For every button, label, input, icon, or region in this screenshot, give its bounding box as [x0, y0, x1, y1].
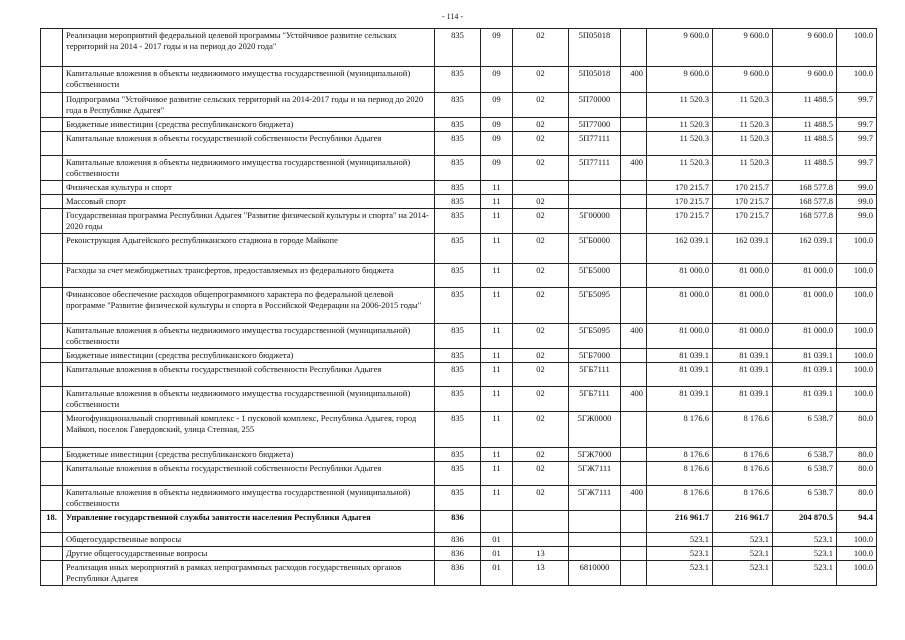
row-subsection-code: 02 [513, 234, 569, 264]
row-percent: 100.0 [837, 324, 877, 349]
row-refined-amount: 11 520.3 [713, 132, 773, 156]
row-name: Капитальные вложения в объекты недвижимого имущества государственной (муниципальной) собственности [63, 324, 435, 349]
row-plan-amount: 81 039.1 [647, 387, 713, 412]
row-executed-amount: 6 538.7 [773, 486, 837, 511]
table-row [41, 412, 877, 448]
row-name: Капитальные вложения в объекты недвижимого имущества государственной (муниципальной) собственности [63, 387, 435, 412]
row-ministry-code: 836 [435, 547, 481, 561]
table-row [41, 181, 877, 195]
row-percent: 100.0 [837, 67, 877, 93]
row-percent: 94.4 [837, 511, 877, 533]
row-name: Другие общегосударственные вопросы [63, 547, 435, 561]
row-percent: 99.0 [837, 195, 877, 209]
row-target-code: 5П77000 [569, 118, 621, 132]
row-subsection-code: 02 [513, 462, 569, 486]
row-expense-type: 400 [621, 387, 647, 412]
table-row [41, 349, 877, 363]
table-row [41, 67, 877, 93]
row-name: Реализация иных мероприятий в рамках непрограммных расходов государственных органов Республики Адыгея [63, 561, 435, 586]
row-executed-amount: 162 039.1 [773, 234, 837, 264]
row-name: Физическая культура и спорт [63, 181, 435, 195]
row-percent: 100.0 [837, 547, 877, 561]
row-expense-type [621, 195, 647, 209]
row-refined-amount: 8 176.6 [713, 448, 773, 462]
row-section-code: 11 [481, 264, 513, 288]
row-number [41, 324, 63, 349]
row-ministry-code: 835 [435, 324, 481, 349]
row-section-code: 09 [481, 67, 513, 93]
row-executed-amount: 81 000.0 [773, 264, 837, 288]
row-ministry-code: 835 [435, 387, 481, 412]
row-refined-amount: 170 215.7 [713, 181, 773, 195]
row-expense-type [621, 561, 647, 586]
row-expense-type [621, 118, 647, 132]
row-number [41, 363, 63, 387]
row-executed-amount: 523.1 [773, 547, 837, 561]
row-section-code: 11 [481, 195, 513, 209]
row-percent: 80.0 [837, 412, 877, 448]
row-ministry-code: 836 [435, 533, 481, 547]
row-subsection-code: 13 [513, 561, 569, 586]
row-refined-amount: 11 520.3 [713, 118, 773, 132]
row-plan-amount: 9 600.0 [647, 29, 713, 67]
row-plan-amount: 523.1 [647, 561, 713, 586]
row-number [41, 156, 63, 181]
row-subsection-code: 02 [513, 118, 569, 132]
row-percent: 100.0 [837, 561, 877, 586]
row-number [41, 234, 63, 264]
row-percent: 100.0 [837, 387, 877, 412]
row-ministry-code: 836 [435, 511, 481, 533]
row-name: Общегосударственные вопросы [63, 533, 435, 547]
page-number: - 114 - [441, 12, 464, 21]
row-subsection-code: 02 [513, 324, 569, 349]
row-percent: 100.0 [837, 349, 877, 363]
row-refined-amount: 162 039.1 [713, 234, 773, 264]
row-ministry-code: 835 [435, 412, 481, 448]
row-target-code: 6810000 [569, 561, 621, 586]
row-section-code: 11 [481, 209, 513, 234]
row-target-code: 5ГБ5095 [569, 288, 621, 324]
row-plan-amount: 170 215.7 [647, 209, 713, 234]
row-number [41, 547, 63, 561]
table-row [41, 93, 877, 118]
table-row [41, 486, 877, 511]
row-target-code [569, 181, 621, 195]
row-ministry-code: 835 [435, 264, 481, 288]
row-refined-amount: 81 039.1 [713, 349, 773, 363]
row-plan-amount: 81 039.1 [647, 349, 713, 363]
row-number [41, 264, 63, 288]
row-name: Государственная программа Республики Адыгея "Развитие физической культуры и спорта" на 2014-2020 годы [63, 209, 435, 234]
table-row [41, 234, 877, 264]
row-number [41, 209, 63, 234]
row-plan-amount: 9 600.0 [647, 67, 713, 93]
table-row [41, 132, 877, 156]
row-section-code: 11 [481, 486, 513, 511]
row-executed-amount: 9 600.0 [773, 67, 837, 93]
table-row [41, 561, 877, 586]
row-subsection-code [513, 511, 569, 533]
row-section-code: 09 [481, 29, 513, 67]
row-expense-type [621, 264, 647, 288]
row-target-code [569, 511, 621, 533]
row-target-code: 5ГБ5095 [569, 324, 621, 349]
row-ministry-code: 835 [435, 118, 481, 132]
row-subsection-code [513, 533, 569, 547]
row-refined-amount: 8 176.6 [713, 462, 773, 486]
row-expense-type [621, 181, 647, 195]
row-target-code [569, 195, 621, 209]
row-percent: 99.0 [837, 209, 877, 234]
row-section-code: 11 [481, 412, 513, 448]
table-row [41, 462, 877, 486]
row-target-code: 5ГБ7111 [569, 387, 621, 412]
row-refined-amount: 81 000.0 [713, 264, 773, 288]
row-executed-amount: 11 488.5 [773, 132, 837, 156]
row-section-code: 11 [481, 363, 513, 387]
row-refined-amount: 216 961.7 [713, 511, 773, 533]
row-number: 18. [41, 511, 63, 533]
row-ministry-code: 835 [435, 29, 481, 67]
row-plan-amount: 523.1 [647, 547, 713, 561]
row-refined-amount: 81 000.0 [713, 324, 773, 349]
row-expense-type [621, 448, 647, 462]
row-percent: 80.0 [837, 462, 877, 486]
row-executed-amount: 11 488.5 [773, 156, 837, 181]
table-row [41, 264, 877, 288]
row-section-code: 09 [481, 93, 513, 118]
row-number [41, 181, 63, 195]
row-name: Капитальные вложения в объекты недвижимого имущества государственной (муниципальной) собственности [63, 486, 435, 511]
row-ministry-code: 835 [435, 67, 481, 93]
row-subsection-code: 02 [513, 363, 569, 387]
row-percent: 100.0 [837, 264, 877, 288]
row-number [41, 533, 63, 547]
row-section-code [481, 511, 513, 533]
row-section-code: 01 [481, 547, 513, 561]
row-section-code: 11 [481, 288, 513, 324]
row-number [41, 387, 63, 412]
row-subsection-code: 02 [513, 93, 569, 118]
row-refined-amount: 81 039.1 [713, 363, 773, 387]
row-name: Управление государственной службы занятости населения Республики Адыгея [63, 511, 435, 533]
row-subsection-code: 02 [513, 448, 569, 462]
row-plan-amount: 162 039.1 [647, 234, 713, 264]
row-section-code: 11 [481, 448, 513, 462]
row-ministry-code: 835 [435, 486, 481, 511]
row-plan-amount: 11 520.3 [647, 132, 713, 156]
row-percent: 80.0 [837, 448, 877, 462]
row-target-code: 5П70000 [569, 93, 621, 118]
row-executed-amount: 168 577.8 [773, 195, 837, 209]
row-percent: 80.0 [837, 486, 877, 511]
row-name: Капитальные вложения в объекты государственной собственности Республики Адыгея [63, 462, 435, 486]
table-row [41, 324, 877, 349]
row-refined-amount: 523.1 [713, 561, 773, 586]
row-plan-amount: 523.1 [647, 533, 713, 547]
row-percent: 100.0 [837, 234, 877, 264]
row-target-code: 5ГБ5000 [569, 264, 621, 288]
row-executed-amount: 81 000.0 [773, 324, 837, 349]
row-executed-amount: 81 000.0 [773, 288, 837, 324]
row-plan-amount: 8 176.6 [647, 412, 713, 448]
row-number [41, 195, 63, 209]
row-executed-amount: 168 577.8 [773, 209, 837, 234]
row-subsection-code: 02 [513, 349, 569, 363]
row-name: Бюджетные инвестиции (средства республиканского бюджета) [63, 448, 435, 462]
table-row [41, 448, 877, 462]
row-expense-type: 400 [621, 486, 647, 511]
row-refined-amount: 170 215.7 [713, 209, 773, 234]
row-section-code: 01 [481, 561, 513, 586]
row-target-code: 5П77111 [569, 156, 621, 181]
row-section-code: 09 [481, 118, 513, 132]
row-target-code: 5ГБ7111 [569, 363, 621, 387]
row-target-code: 5ГЖ7111 [569, 486, 621, 511]
row-name: Бюджетные инвестиции (средства республиканского бюджета) [63, 118, 435, 132]
table-row [41, 547, 877, 561]
row-number [41, 118, 63, 132]
row-name: Финансовое обеспечение расходов общепрограммного характера по федеральной целевой программе "Развитие физической культуры и спорта в Российской Федерации на 2006-2015 годы" [63, 288, 435, 324]
row-subsection-code: 02 [513, 156, 569, 181]
row-percent: 99.7 [837, 118, 877, 132]
budget-table [40, 28, 877, 586]
row-executed-amount: 81 039.1 [773, 349, 837, 363]
row-section-code: 11 [481, 324, 513, 349]
row-refined-amount: 11 520.3 [713, 156, 773, 181]
row-refined-amount: 81 000.0 [713, 288, 773, 324]
row-expense-type [621, 234, 647, 264]
row-section-code: 11 [481, 387, 513, 412]
row-target-code: 5Г00000 [569, 209, 621, 234]
row-subsection-code: 02 [513, 132, 569, 156]
row-plan-amount: 11 520.3 [647, 118, 713, 132]
row-number [41, 412, 63, 448]
row-target-code: 5П77111 [569, 132, 621, 156]
row-expense-type [621, 29, 647, 67]
row-plan-amount: 8 176.6 [647, 486, 713, 511]
row-ministry-code: 835 [435, 156, 481, 181]
row-ministry-code: 835 [435, 132, 481, 156]
row-executed-amount: 168 577.8 [773, 181, 837, 195]
row-name: Массовый спорт [63, 195, 435, 209]
row-ministry-code: 835 [435, 195, 481, 209]
row-ministry-code: 835 [435, 181, 481, 195]
row-number [41, 448, 63, 462]
row-target-code: 5ГБ0000 [569, 234, 621, 264]
row-target-code: 5П05018 [569, 67, 621, 93]
row-expense-type [621, 93, 647, 118]
row-ministry-code: 835 [435, 93, 481, 118]
row-subsection-code: 02 [513, 387, 569, 412]
row-section-code: 09 [481, 156, 513, 181]
table-row [41, 29, 877, 67]
row-percent: 99.7 [837, 93, 877, 118]
row-expense-type [621, 462, 647, 486]
row-expense-type [621, 209, 647, 234]
row-number [41, 29, 63, 67]
table-row [41, 156, 877, 181]
row-executed-amount: 6 538.7 [773, 412, 837, 448]
row-executed-amount: 11 488.5 [773, 93, 837, 118]
row-ministry-code: 836 [435, 561, 481, 586]
row-subsection-code: 02 [513, 209, 569, 234]
row-target-code: 5ГЖ0000 [569, 412, 621, 448]
row-plan-amount: 8 176.6 [647, 448, 713, 462]
row-refined-amount: 523.1 [713, 533, 773, 547]
row-executed-amount: 6 538.7 [773, 448, 837, 462]
row-number [41, 561, 63, 586]
row-name: Подпрограмма "Устойчивое развитие сельских территорий на 2014-2017 годы и на период до 2020 года в Республике Адыгея" [63, 93, 435, 118]
row-percent: 99.0 [837, 181, 877, 195]
row-expense-type [621, 412, 647, 448]
table-row [41, 363, 877, 387]
table-row [41, 195, 877, 209]
row-name: Расходы за счет межбюджетных трансфертов, предоставляемых из федерального бюджета [63, 264, 435, 288]
row-subsection-code: 02 [513, 195, 569, 209]
row-expense-type [621, 349, 647, 363]
row-ministry-code: 835 [435, 209, 481, 234]
row-target-code: 5ГЖ7000 [569, 448, 621, 462]
row-executed-amount: 81 039.1 [773, 387, 837, 412]
row-number [41, 486, 63, 511]
table-row [41, 288, 877, 324]
row-number [41, 132, 63, 156]
row-subsection-code: 02 [513, 412, 569, 448]
row-name: Бюджетные инвестиции (средства республиканского бюджета) [63, 349, 435, 363]
row-subsection-code: 13 [513, 547, 569, 561]
row-target-code: 5ГБ7000 [569, 349, 621, 363]
row-name: Реконструкция Адыгейского республиканского стадиона в городе Майкопе [63, 234, 435, 264]
row-section-code: 11 [481, 181, 513, 195]
row-number [41, 288, 63, 324]
row-expense-type [621, 511, 647, 533]
row-target-code [569, 533, 621, 547]
row-executed-amount: 204 870.5 [773, 511, 837, 533]
row-plan-amount: 8 176.6 [647, 462, 713, 486]
row-plan-amount: 170 215.7 [647, 181, 713, 195]
row-executed-amount: 9 600.0 [773, 29, 837, 67]
row-refined-amount: 523.1 [713, 547, 773, 561]
row-number [41, 462, 63, 486]
row-number [41, 67, 63, 93]
row-name: Капитальные вложения в объекты государственной собственности Республики Адыгея [63, 363, 435, 387]
row-executed-amount: 523.1 [773, 561, 837, 586]
row-plan-amount: 81 000.0 [647, 288, 713, 324]
row-executed-amount: 6 538.7 [773, 462, 837, 486]
row-ministry-code: 835 [435, 234, 481, 264]
row-section-code: 11 [481, 234, 513, 264]
row-name: Капитальные вложения в объекты недвижимого имущества государственной (муниципальной) собственности [63, 67, 435, 93]
row-plan-amount: 81 000.0 [647, 264, 713, 288]
row-executed-amount: 81 039.1 [773, 363, 837, 387]
row-target-code: 5ГЖ7111 [569, 462, 621, 486]
row-number [41, 349, 63, 363]
row-percent: 99.7 [837, 156, 877, 181]
row-refined-amount: 9 600.0 [713, 29, 773, 67]
row-section-code: 01 [481, 533, 513, 547]
table-row [41, 511, 877, 533]
row-refined-amount: 170 215.7 [713, 195, 773, 209]
row-expense-type: 400 [621, 156, 647, 181]
row-section-code: 09 [481, 132, 513, 156]
row-plan-amount: 81 000.0 [647, 324, 713, 349]
row-expense-type: 400 [621, 324, 647, 349]
table-row [41, 533, 877, 547]
row-target-code: 5П05018 [569, 29, 621, 67]
row-subsection-code: 02 [513, 486, 569, 511]
row-percent: 99.7 [837, 132, 877, 156]
row-percent: 100.0 [837, 288, 877, 324]
row-subsection-code [513, 181, 569, 195]
row-target-code [569, 547, 621, 561]
row-percent: 100.0 [837, 29, 877, 67]
row-refined-amount: 81 039.1 [713, 387, 773, 412]
row-subsection-code: 02 [513, 29, 569, 67]
row-plan-amount: 216 961.7 [647, 511, 713, 533]
row-section-code: 11 [481, 349, 513, 363]
row-number [41, 93, 63, 118]
row-expense-type [621, 547, 647, 561]
row-subsection-code: 02 [513, 264, 569, 288]
row-plan-amount: 11 520.3 [647, 93, 713, 118]
row-expense-type [621, 533, 647, 547]
row-executed-amount: 523.1 [773, 533, 837, 547]
row-refined-amount: 8 176.6 [713, 412, 773, 448]
row-name: Реализация мероприятий федеральной целевой программы "Устойчивое развитие сельских территорий на 2014 - 2017 годы и на период до 2020 года" [63, 29, 435, 67]
row-ministry-code: 835 [435, 349, 481, 363]
row-executed-amount: 11 488.5 [773, 118, 837, 132]
row-percent: 100.0 [837, 363, 877, 387]
table-row [41, 387, 877, 412]
row-expense-type [621, 363, 647, 387]
row-ministry-code: 835 [435, 363, 481, 387]
row-expense-type: 400 [621, 67, 647, 93]
row-refined-amount: 11 520.3 [713, 93, 773, 118]
row-name: Капитальные вложения в объекты недвижимого имущества государственной (муниципальной) собственности [63, 156, 435, 181]
table-row [41, 209, 877, 234]
row-subsection-code: 02 [513, 67, 569, 93]
row-ministry-code: 835 [435, 462, 481, 486]
row-plan-amount: 81 039.1 [647, 363, 713, 387]
row-plan-amount: 170 215.7 [647, 195, 713, 209]
row-subsection-code: 02 [513, 288, 569, 324]
row-plan-amount: 11 520.3 [647, 156, 713, 181]
row-name: Капитальные вложения в объекты государственной собственности Республики Адыгея [63, 132, 435, 156]
row-refined-amount: 9 600.0 [713, 67, 773, 93]
row-percent: 100.0 [837, 533, 877, 547]
row-expense-type [621, 288, 647, 324]
row-ministry-code: 835 [435, 288, 481, 324]
row-ministry-code: 835 [435, 448, 481, 462]
row-refined-amount: 8 176.6 [713, 486, 773, 511]
row-section-code: 11 [481, 462, 513, 486]
table-row [41, 118, 877, 132]
row-name: Многофункциональный спортивный комплекс - 1 пусковой комплекс, Республика Адыгея, город Майкоп, поселок Гавердовский, улица Степная, 255 [63, 412, 435, 448]
row-expense-type [621, 132, 647, 156]
